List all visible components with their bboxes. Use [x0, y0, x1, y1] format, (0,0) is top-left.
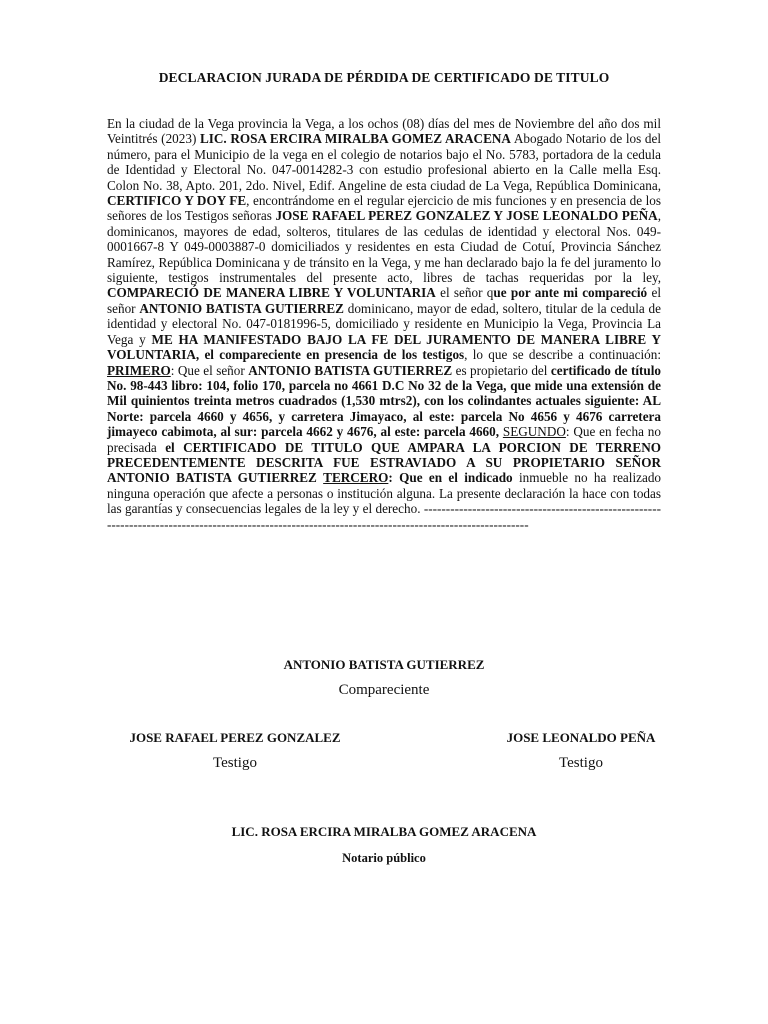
paragraph-run: inmueble no ha realizado ninguna operación que afecte a personas o institución alguna. La presente declaración la hace con todas las garantías y consecuencias legales de la ley y el derecho. ------------------------------------------------------------------------------------------------------------------------------------------------------ [107, 470, 662, 532]
paragraph-run: COMPARECIÓ DE MANERA LIBRE Y VOLUNTARIA [107, 285, 436, 301]
notary-name: LIC. ROSA ERCIRA MIRALBA GOMEZ ARACENA [231, 824, 537, 839]
paragraph-run: certificado de título No. 98-443 libro: 104, folio 170, parcela no 4661 D.C No 32 de la Vega, que mide una extensión de Mil quinientos treinta metros cuadrados (1,530 mtrs2), con los colindantes actuales siguiente: AL Norte: parcela 4660 y 4656, y carretera Jimayaco, al este: parcela No 4656 y 4676 carretera jimayeco cabimota, al sur: parcela 4662 y 4676, al este: parcela 4660, [107, 362, 661, 440]
notary-role: Notario público [342, 851, 426, 865]
signature-witness-right [480, 730, 682, 772]
paragraph-run: ANTONIO BATISTA GUTIERREZ [248, 362, 453, 378]
paragraph-run: : Que en el indicado [388, 470, 513, 486]
paragraph-run: : Que el señor [170, 362, 249, 378]
compareciente-name: ANTONIO BATISTA GUTIERREZ [283, 657, 485, 672]
paragraph-run: el señor [107, 285, 661, 316]
signature-compareciente [0, 657, 768, 699]
paragraph-run: CERTIFICO Y DOY FE [107, 193, 247, 209]
signature-witness-left [107, 730, 363, 772]
witness-left-role: Testigo [213, 755, 257, 771]
paragraph-run: el CERTIFICADO DE TITULO QUE AMPARA LA PORCION DE TERRENO PRECEDENTEMENTE DESCRITA FUE ESTRAVIADO A SU PROPIETARIO SEÑOR ANTONIO BATISTA GUTIERREZ [107, 439, 661, 486]
signature-notary [0, 824, 768, 866]
paragraph-run: ME HA MANIFESTADO BAJO LA FE DEL JURAMENTO DE MANERA LIBRE Y VOLUNTARIA, el compareciente en presencia de los testigos [107, 331, 661, 363]
witness-right-name: JOSE LEONALDO PEÑA [506, 730, 656, 745]
compareciente-role: Compareciente [338, 682, 430, 698]
paragraph-run: TERCERO [323, 470, 389, 486]
document-title: DECLARACION JURADA DE PÉRDIDA DE CERTIFICADO DE TITULO [158, 70, 610, 85]
paragraph-run: , encontrándome en el regular ejercicio de mis funciones y en presencia de los señores de los Testigos señoras [107, 193, 661, 224]
paragraph-run: , dominicanos, mayores de edad, solteros, titulares de las cedulas de identidad y electoral Nos. 049-0001667-8 Y 049-0003887-0 domiciliados y residentes en esta Ciudad de Cotuí, Provincia Sánchez Ramírez, República Dominicana y de tránsito en la Vega, y me han declarado bajo la fe del juramento lo siguiente, testigos instrumentales del presente acto, libres de tachas requeridas por la ley, [107, 208, 661, 286]
paragraph-run: , lo que se describe a continuación: [464, 347, 661, 363]
witness-right-role: Testigo [559, 755, 603, 771]
paragraph-run: Abogado Notario de los del número, para el Municipio de la vega en el colegio de notarios bajo el No. 5783, portadora de la cedula de Identidad y Electoral No. 047-0014282-3 con estudio profesional abierto en la Calle mella Esq. Colon No. 38, Apto. 201, 2do. Nivel, Edif. Angeline de esta ciudad de La Vega, República Dominicana, [107, 131, 661, 193]
paragraph-run: SEGUNDO [502, 424, 566, 440]
paragraph-run: es propietario del [452, 362, 551, 378]
declaration-body [107, 116, 661, 532]
witness-left-name: JOSE RAFAEL PEREZ GONZALEZ [129, 730, 341, 745]
paragraph-run: ue por ante mi compareció [493, 285, 648, 301]
paragraph-run: el señor q [435, 285, 494, 301]
paragraph-run: : Que en fecha no precisada [107, 424, 661, 455]
paragraph-run: LIC. ROSA ERCIRA MIRALBA GOMEZ ARACENA [199, 131, 511, 147]
paragraph-run: JOSE RAFAEL PEREZ GONZALEZ Y JOSE LEONALDO PEÑA [275, 208, 658, 224]
paragraph-run: PRIMERO [107, 362, 171, 378]
paragraph-run: ANTONIO BATISTA GUTIERREZ [139, 300, 344, 316]
paragraph-run: dominicano, mayor de edad, soltero, titular de la cedula de identidad y electoral No. 047-0181996-5, domiciliado y residente en Municipio la Vega, Provincia La Vega y [107, 300, 661, 347]
paragraph-run: En la ciudad de la Vega provincia la Vega, a los ochos (08) días del mes de Noviembre del año dos mil Veintitrés (2023) [107, 116, 661, 147]
